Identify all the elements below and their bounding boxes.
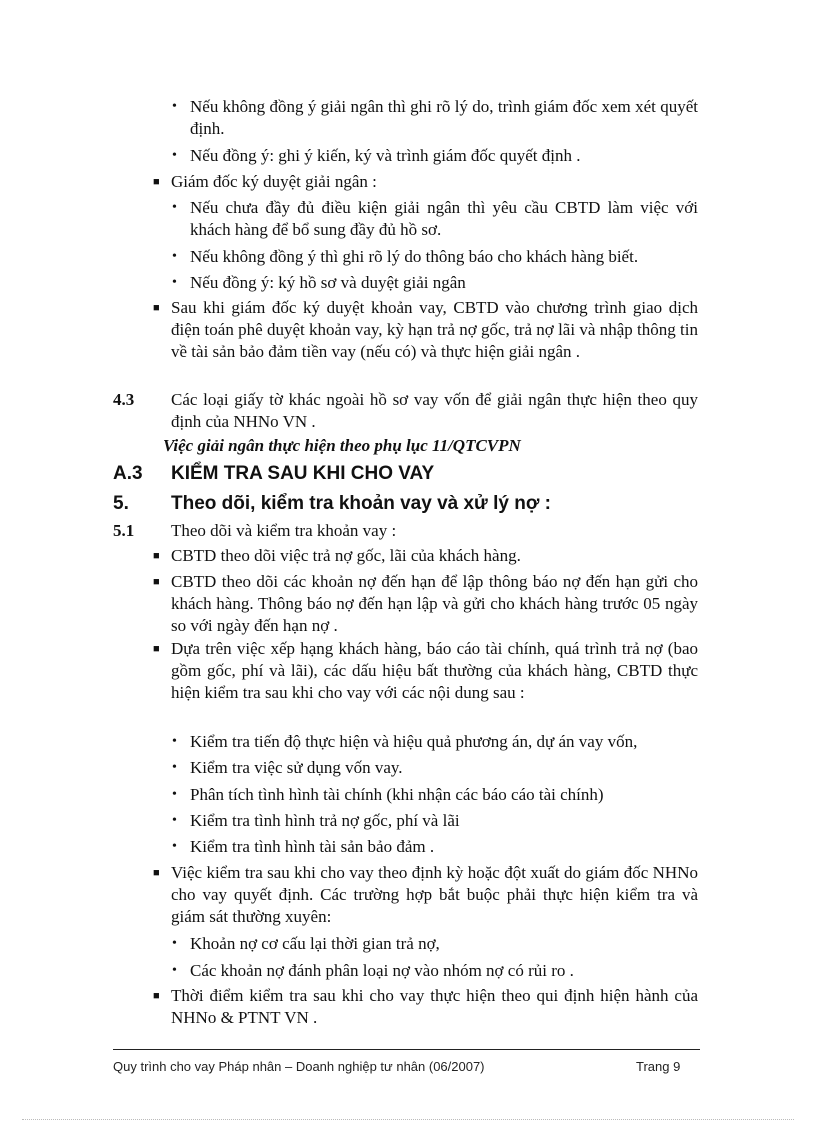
paragraph: Kiểm tra tình hình tài sản bảo đảm .: [190, 837, 435, 856]
paragraph: Phân tích tình hình tài chính (khi nhận các báo cáo tài chính): [190, 785, 604, 804]
paragraph: Khoản nợ cơ cấu lại thời gian trả nợ,: [190, 934, 440, 953]
round-bullet-icon: •: [172, 99, 177, 114]
paragraph: Sau khi giám đốc ký duyệt khoản vay, CBTD vào chương trình giao dịch điện toán phê duyệt khoản vay, kỳ hạn trả nợ gốc, trả nợ lãi và nhập thông tin về tài sản bảo đảm tiền vay (nếu có) và thực hiện giải ngân .: [171, 298, 698, 361]
square-bullet-icon: ■: [153, 302, 160, 314]
paragraph: Các loại giấy tờ khác ngoài hồ sơ vay vốn để giải ngân thực hiện theo quy định của NHNo VN .: [171, 390, 698, 431]
paragraph: Nếu chưa đầy đủ điều kiện giải ngân thì yêu cầu CBTD làm việc với khách hàng để bổ sung đầy đủ hồ sơ.: [190, 198, 698, 239]
round-bullet-icon: •: [172, 760, 177, 775]
round-bullet-icon: •: [172, 813, 177, 828]
page-edge-divider: [22, 1119, 794, 1120]
footer-divider: [113, 1049, 700, 1050]
section-heading: Theo dõi, kiểm tra khoản vay và xử lý nợ :: [171, 493, 551, 514]
round-bullet-icon: •: [172, 936, 177, 951]
paragraph: CBTD theo dõi các khoản nợ đến hạn để lập thông báo nợ đến hạn gửi cho khách hàng. Thông báo nợ đến hạn lập và gửi cho khách hàng trước 05 ngày so với ngày đến hạn nợ .: [171, 572, 698, 635]
section-number: 4.3: [113, 390, 135, 409]
paragraph: Việc kiểm tra sau khi cho vay theo định kỳ hoặc đột xuất do giám đốc NHNo cho vay quyết định. Các trường hợp bắt buộc phải thực hiện kiểm tra và giám sát thường xuyên:: [171, 863, 698, 926]
round-bullet-icon: •: [172, 200, 177, 215]
paragraph: Giám đốc ký duyệt giải ngân :: [171, 172, 377, 191]
square-bullet-icon: ■: [153, 550, 160, 562]
paragraph: Nếu đồng ý: ghi ý kiến, ký và trình giám đốc quyết định .: [190, 146, 581, 165]
round-bullet-icon: •: [172, 148, 177, 163]
section-heading: KIỂM TRA SAU KHI CHO VAY: [171, 463, 435, 484]
paragraph: Nếu không đồng ý thì ghi rõ lý do thông báo cho khách hàng biết.: [190, 247, 639, 266]
paragraph: Nếu đồng ý: ký hồ sơ và duyệt giải ngân: [190, 273, 466, 292]
round-bullet-icon: •: [172, 275, 177, 290]
square-bullet-icon: ■: [153, 990, 160, 1002]
paragraph: Theo dõi và kiểm tra khoản vay :: [171, 521, 397, 540]
round-bullet-icon: •: [172, 963, 177, 978]
footer-title: Quy trình cho vay Pháp nhân – Doanh nghiệp tư nhân (06/2007): [113, 1059, 485, 1074]
square-bullet-icon: ■: [153, 576, 160, 588]
paragraph: Nếu không đồng ý giải ngân thì ghi rõ lý do, trình giám đốc xem xét quyết định.: [190, 97, 698, 138]
paragraph: CBTD theo dõi việc trả nợ gốc, lãi của khách hàng.: [171, 546, 521, 565]
round-bullet-icon: •: [172, 787, 177, 802]
square-bullet-icon: ■: [153, 643, 160, 655]
section-number: 5.1: [113, 521, 135, 540]
paragraph: Kiểm tra tiến độ thực hiện và hiệu quả phương án, dự án vay vốn,: [190, 732, 638, 751]
page-number: Trang 9: [636, 1059, 681, 1074]
section-number: A.3: [113, 463, 143, 484]
paragraph: Kiểm tra tình hình trả nợ gốc, phí và lãi: [190, 811, 460, 830]
round-bullet-icon: •: [172, 839, 177, 854]
square-bullet-icon: ■: [153, 867, 160, 879]
paragraph: Dựa trên việc xếp hạng khách hàng, báo cáo tài chính, quá trình trả nợ (bao gồm gốc, phí và lãi), các dấu hiệu bất thường của khách hàng, CBTD thực hiện kiểm tra sau khi cho vay với các nội dung sau :: [171, 639, 698, 702]
emphasis-line: Việc giải ngân thực hiện theo phụ lục 11/QTCVPN: [163, 436, 521, 455]
square-bullet-icon: ■: [153, 176, 160, 188]
section-number: 5.: [113, 493, 129, 514]
paragraph: Các khoản nợ đánh phân loại nợ vào nhóm nợ có rủi ro .: [190, 961, 574, 980]
round-bullet-icon: •: [172, 734, 177, 749]
paragraph: Thời điểm kiểm tra sau khi cho vay thực hiện theo qui định hiện hành của NHNo & PTNT VN .: [171, 986, 698, 1027]
round-bullet-icon: •: [172, 249, 177, 264]
paragraph: Kiểm tra việc sử dụng vốn vay.: [190, 758, 403, 777]
